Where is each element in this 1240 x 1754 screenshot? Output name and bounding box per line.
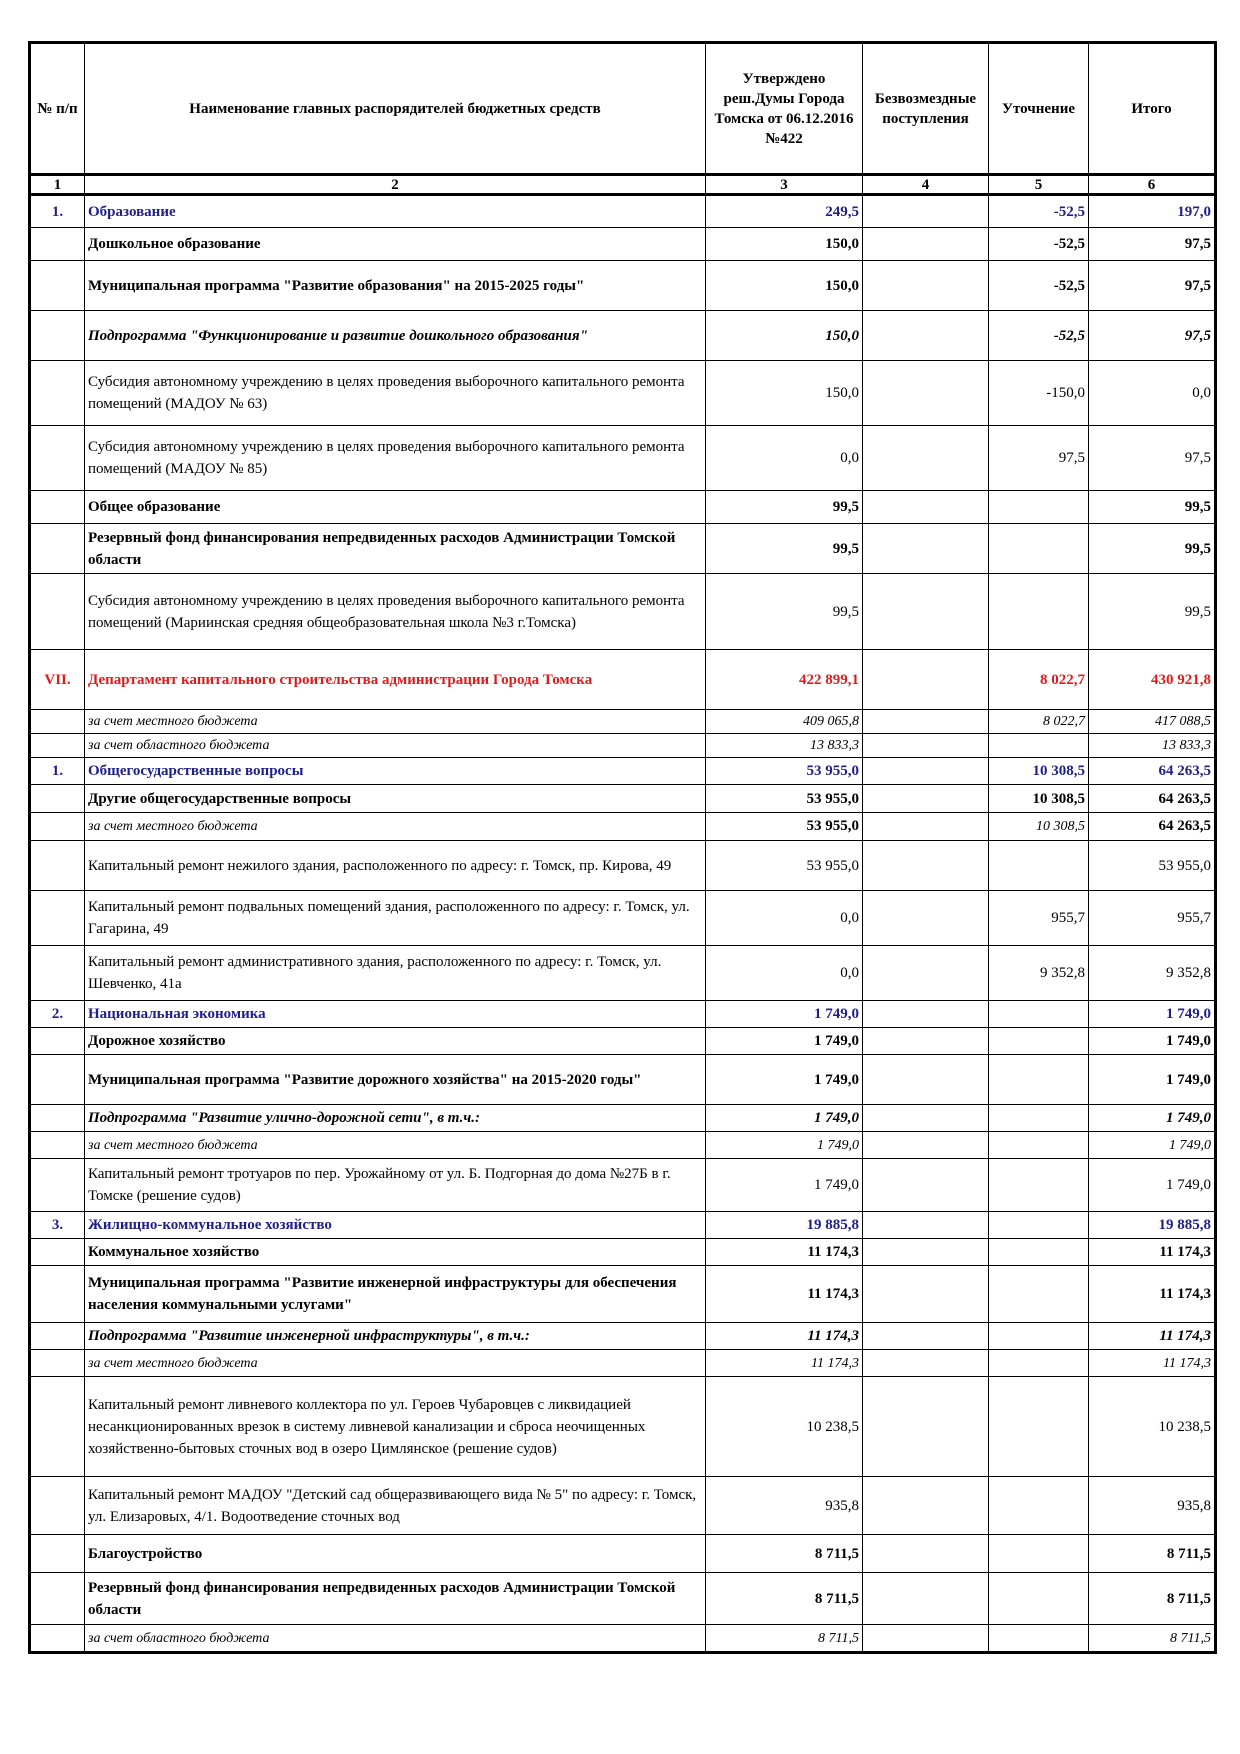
row-name-cell: за счет местного бюджета — [85, 813, 706, 841]
free-receipts-cell — [863, 1132, 989, 1159]
approved-amount-cell: 10 238,5 — [706, 1377, 863, 1477]
column-index: 4 — [863, 175, 989, 195]
approved-amount-cell: 11 174,3 — [706, 1323, 863, 1350]
total-amount-cell: 10 238,5 — [1089, 1377, 1216, 1477]
free-receipts-cell — [863, 1001, 989, 1028]
table-row — [30, 574, 1216, 650]
total-amount-cell: 11 174,3 — [1089, 1239, 1216, 1266]
total-amount-cell: 64 263,5 — [1089, 758, 1216, 785]
total-amount-cell: 955,7 — [1089, 891, 1216, 946]
approved-amount-cell: 8 711,5 — [706, 1573, 863, 1625]
clarification-cell: -150,0 — [989, 361, 1089, 426]
header-total: Итого — [1089, 43, 1216, 175]
free-receipts-cell — [863, 524, 989, 574]
total-amount-cell: 0,0 — [1089, 361, 1216, 426]
approved-amount-cell: 19 885,8 — [706, 1212, 863, 1239]
total-amount-cell: 8 711,5 — [1089, 1625, 1216, 1653]
free-receipts-cell — [863, 1055, 989, 1105]
total-amount-cell: 64 263,5 — [1089, 813, 1216, 841]
table-row — [30, 1132, 1216, 1159]
total-amount-cell: 97,5 — [1089, 261, 1216, 311]
clarification-cell: 955,7 — [989, 891, 1089, 946]
row-number-cell — [30, 361, 85, 426]
total-amount-cell: 1 749,0 — [1089, 1028, 1216, 1055]
row-name-cell: Общегосударственные вопросы — [85, 758, 706, 785]
row-number-cell — [30, 785, 85, 813]
total-amount-cell: 8 711,5 — [1089, 1535, 1216, 1573]
row-number-cell — [30, 1105, 85, 1132]
approved-amount-cell: 99,5 — [706, 491, 863, 524]
row-name-cell: Коммунальное хозяйство — [85, 1239, 706, 1266]
row-name-cell: Капитальный ремонт МАДОУ "Детский сад общеразвивающего вида № 5" по адресу: г. Томск, ул. Елизаровых, 4/1. Водоотведение сточных вод — [85, 1477, 706, 1535]
row-name-cell: Капитальный ремонт тротуаров по пер. Урожайному от ул. Б. Подгорная до дома №27Б в г. Томске (решение судов) — [85, 1159, 706, 1212]
row-name-cell: Капитальный ремонт административного здания, расположенного по адресу: г. Томск, ул. Шевченко, 41а — [85, 946, 706, 1001]
clarification-cell: 10 308,5 — [989, 813, 1089, 841]
table-row — [30, 1239, 1216, 1266]
approved-amount-cell: 11 174,3 — [706, 1266, 863, 1323]
column-index-row — [30, 175, 1216, 195]
approved-amount-cell: 249,5 — [706, 195, 863, 228]
clarification-cell — [989, 841, 1089, 891]
row-number-cell — [30, 1266, 85, 1323]
approved-amount-cell: 1 749,0 — [706, 1001, 863, 1028]
row-number-cell — [30, 1625, 85, 1653]
free-receipts-cell — [863, 1266, 989, 1323]
total-amount-cell: 935,8 — [1089, 1477, 1216, 1535]
free-receipts-cell — [863, 1159, 989, 1212]
total-amount-cell: 97,5 — [1089, 228, 1216, 261]
table-row — [30, 1266, 1216, 1323]
total-amount-cell: 417 088,5 — [1089, 710, 1216, 734]
total-amount-cell: 99,5 — [1089, 574, 1216, 650]
row-name-cell: Капитальный ремонт подвальных помещений здания, расположенного по адресу: г. Томск, ул. Гагарина, 49 — [85, 891, 706, 946]
header-number: № п/п — [30, 43, 85, 175]
table-row — [30, 426, 1216, 491]
row-name-cell: Жилищно-коммунальное хозяйство — [85, 1212, 706, 1239]
free-receipts-cell — [863, 1028, 989, 1055]
clarification-cell: -52,5 — [989, 311, 1089, 361]
table-row — [30, 1377, 1216, 1477]
row-number-cell — [30, 1028, 85, 1055]
row-number-cell — [30, 946, 85, 1001]
clarification-cell — [989, 1477, 1089, 1535]
row-number-cell — [30, 1350, 85, 1377]
approved-amount-cell: 11 174,3 — [706, 1239, 863, 1266]
row-name-cell: Подпрограмма "Развитие улично-дорожной сети", в т.ч.: — [85, 1105, 706, 1132]
approved-amount-cell: 99,5 — [706, 524, 863, 574]
clarification-cell — [989, 1323, 1089, 1350]
approved-amount-cell: 1 749,0 — [706, 1055, 863, 1105]
free-receipts-cell — [863, 1239, 989, 1266]
table-row — [30, 1212, 1216, 1239]
table-row — [30, 361, 1216, 426]
total-amount-cell: 64 263,5 — [1089, 785, 1216, 813]
clarification-cell: -52,5 — [989, 228, 1089, 261]
total-amount-cell: 1 749,0 — [1089, 1055, 1216, 1105]
free-receipts-cell — [863, 813, 989, 841]
clarification-cell: -52,5 — [989, 261, 1089, 311]
clarification-cell — [989, 524, 1089, 574]
row-number-cell — [30, 1055, 85, 1105]
clarification-cell — [989, 1132, 1089, 1159]
row-name-cell: за счет местного бюджета — [85, 710, 706, 734]
free-receipts-cell — [863, 1323, 989, 1350]
free-receipts-cell — [863, 1212, 989, 1239]
row-name-cell: Подпрограмма "Функционирование и развитие дошкольного образования" — [85, 311, 706, 361]
free-receipts-cell — [863, 228, 989, 261]
row-number-cell — [30, 261, 85, 311]
header-name: Наименование главных распорядителей бюджетных средств — [85, 43, 706, 175]
row-name-cell: Субсидия автономному учреждению в целях проведения выборочного капитального ремонта помещений (МАДОУ № 85) — [85, 426, 706, 491]
approved-amount-cell: 13 833,3 — [706, 734, 863, 758]
row-name-cell: Капитальный ремонт нежилого здания, расположенного по адресу: г. Томск, пр. Кирова, 49 — [85, 841, 706, 891]
column-index: 3 — [706, 175, 863, 195]
row-name-cell: Капитальный ремонт ливневого коллектора по ул. Героев Чубаровцев с ликвидацией несанкционированных врезок в систему ливневой канализации и сброса неочищенных хозяйственно-бытовых сточных вод в озеро Цимлянское (решение судов) — [85, 1377, 706, 1477]
header-approved: Утверждено реш.Думы Города Томска от 06.12.2016 №422 — [706, 43, 863, 175]
row-number-cell — [30, 734, 85, 758]
row-name-cell: Национальная экономика — [85, 1001, 706, 1028]
column-index: 1 — [30, 175, 85, 195]
free-receipts-cell — [863, 1350, 989, 1377]
approved-amount-cell: 53 955,0 — [706, 841, 863, 891]
approved-amount-cell: 1 749,0 — [706, 1105, 863, 1132]
row-number-cell — [30, 841, 85, 891]
clarification-cell: 9 352,8 — [989, 946, 1089, 1001]
total-amount-cell: 97,5 — [1089, 426, 1216, 491]
clarification-cell — [989, 1212, 1089, 1239]
total-amount-cell: 9 352,8 — [1089, 946, 1216, 1001]
total-amount-cell: 99,5 — [1089, 524, 1216, 574]
row-name-cell: за счет местного бюджета — [85, 1350, 706, 1377]
free-receipts-cell — [863, 261, 989, 311]
row-name-cell: Общее образование — [85, 491, 706, 524]
table-row — [30, 1105, 1216, 1132]
approved-amount-cell: 1 749,0 — [706, 1132, 863, 1159]
clarification-cell — [989, 1535, 1089, 1573]
total-amount-cell: 97,5 — [1089, 311, 1216, 361]
approved-amount-cell: 0,0 — [706, 426, 863, 491]
clarification-cell: 97,5 — [989, 426, 1089, 491]
free-receipts-cell — [863, 426, 989, 491]
row-name-cell: Муниципальная программа "Развитие образования" на 2015-2025 годы" — [85, 261, 706, 311]
table-row — [30, 650, 1216, 710]
free-receipts-cell — [863, 785, 989, 813]
row-number-cell — [30, 491, 85, 524]
row-number-cell: 1. — [30, 758, 85, 785]
row-name-cell: Резервный фонд финансирования непредвиденных расходов Администрации Томской области — [85, 524, 706, 574]
table-row — [30, 261, 1216, 311]
total-amount-cell: 11 174,3 — [1089, 1323, 1216, 1350]
total-amount-cell: 99,5 — [1089, 491, 1216, 524]
approved-amount-cell: 11 174,3 — [706, 1350, 863, 1377]
row-number-cell — [30, 311, 85, 361]
row-name-cell: за счет местного бюджета — [85, 1132, 706, 1159]
clarification-cell — [989, 1055, 1089, 1105]
row-name-cell: Резервный фонд финансирования непредвиденных расходов Администрации Томской области — [85, 1573, 706, 1625]
table-row — [30, 1625, 1216, 1653]
approved-amount-cell: 935,8 — [706, 1477, 863, 1535]
free-receipts-cell — [863, 891, 989, 946]
table-row — [30, 785, 1216, 813]
table-row — [30, 841, 1216, 891]
row-number-cell: 3. — [30, 1212, 85, 1239]
row-number-cell — [30, 891, 85, 946]
row-name-cell: Подпрограмма "Развитие инженерной инфраструктуры", в т.ч.: — [85, 1323, 706, 1350]
row-name-cell: Департамент капитального строительства администрации Города Томска — [85, 650, 706, 710]
clarification-cell — [989, 1266, 1089, 1323]
row-number-cell: 1. — [30, 195, 85, 228]
table-row — [30, 311, 1216, 361]
table-row — [30, 1001, 1216, 1028]
table-row — [30, 1055, 1216, 1105]
total-amount-cell: 11 174,3 — [1089, 1266, 1216, 1323]
table-row — [30, 1477, 1216, 1535]
clarification-cell — [989, 1239, 1089, 1266]
clarification-cell — [989, 1350, 1089, 1377]
approved-amount-cell: 8 711,5 — [706, 1535, 863, 1573]
clarification-cell — [989, 1159, 1089, 1212]
table-row — [30, 734, 1216, 758]
column-index: 6 — [1089, 175, 1216, 195]
row-name-cell: Муниципальная программа "Развитие дорожного хозяйства" на 2015-2020 годы" — [85, 1055, 706, 1105]
row-number-cell: VII. — [30, 650, 85, 710]
row-name-cell: Дошкольное образование — [85, 228, 706, 261]
row-name-cell: за счет областного бюджета — [85, 1625, 706, 1653]
total-amount-cell: 8 711,5 — [1089, 1573, 1216, 1625]
table-row — [30, 710, 1216, 734]
row-number-cell — [30, 1239, 85, 1266]
row-name-cell: Субсидия автономному учреждению в целях проведения выборочного капитального ремонта помещений (МАДОУ № 63) — [85, 361, 706, 426]
clarification-cell — [989, 1028, 1089, 1055]
row-number-cell — [30, 574, 85, 650]
free-receipts-cell — [863, 1105, 989, 1132]
row-name-cell: Благоустройство — [85, 1535, 706, 1573]
free-receipts-cell — [863, 1625, 989, 1653]
approved-amount-cell: 422 899,1 — [706, 650, 863, 710]
total-amount-cell: 11 174,3 — [1089, 1350, 1216, 1377]
row-name-cell: Субсидия автономному учреждению в целях проведения выборочного капитального ремонта помещений (Мариинская средняя общеобразовательная школа №3 г.Томска) — [85, 574, 706, 650]
approved-amount-cell: 150,0 — [706, 228, 863, 261]
free-receipts-cell — [863, 758, 989, 785]
table-row — [30, 1535, 1216, 1573]
table-row — [30, 1350, 1216, 1377]
free-receipts-cell — [863, 311, 989, 361]
row-number-cell — [30, 1477, 85, 1535]
row-name-cell: Образование — [85, 195, 706, 228]
table-row — [30, 1028, 1216, 1055]
row-name-cell: Дорожное хозяйство — [85, 1028, 706, 1055]
approved-amount-cell: 53 955,0 — [706, 785, 863, 813]
row-number-cell — [30, 524, 85, 574]
approved-amount-cell: 0,0 — [706, 946, 863, 1001]
approved-amount-cell: 1 749,0 — [706, 1028, 863, 1055]
approved-amount-cell: 99,5 — [706, 574, 863, 650]
approved-amount-cell: 0,0 — [706, 891, 863, 946]
table-row — [30, 228, 1216, 261]
row-number-cell — [30, 1535, 85, 1573]
total-amount-cell: 1 749,0 — [1089, 1132, 1216, 1159]
free-receipts-cell — [863, 1573, 989, 1625]
total-amount-cell: 197,0 — [1089, 195, 1216, 228]
column-index: 2 — [85, 175, 706, 195]
table-row — [30, 524, 1216, 574]
approved-amount-cell: 150,0 — [706, 261, 863, 311]
approved-amount-cell: 150,0 — [706, 361, 863, 426]
column-index: 5 — [989, 175, 1089, 195]
table-row — [30, 758, 1216, 785]
total-amount-cell: 1 749,0 — [1089, 1001, 1216, 1028]
row-number-cell — [30, 710, 85, 734]
clarification-cell: -52,5 — [989, 195, 1089, 228]
total-amount-cell: 1 749,0 — [1089, 1105, 1216, 1132]
row-number-cell — [30, 228, 85, 261]
free-receipts-cell — [863, 491, 989, 524]
free-receipts-cell — [863, 734, 989, 758]
row-name-cell: Другие общегосударственные вопросы — [85, 785, 706, 813]
total-amount-cell: 13 833,3 — [1089, 734, 1216, 758]
total-amount-cell: 53 955,0 — [1089, 841, 1216, 891]
approved-amount-cell: 8 711,5 — [706, 1625, 863, 1653]
table-row — [30, 1159, 1216, 1212]
table-row — [30, 891, 1216, 946]
approved-amount-cell: 150,0 — [706, 311, 863, 361]
total-amount-cell: 1 749,0 — [1089, 1159, 1216, 1212]
clarification-cell — [989, 734, 1089, 758]
free-receipts-cell — [863, 361, 989, 426]
table-row — [30, 813, 1216, 841]
free-receipts-cell — [863, 650, 989, 710]
row-number-cell — [30, 1377, 85, 1477]
row-number-cell — [30, 1159, 85, 1212]
approved-amount-cell: 53 955,0 — [706, 758, 863, 785]
header-clarification: Уточнение — [989, 43, 1089, 175]
approved-amount-cell: 53 955,0 — [706, 813, 863, 841]
table-body — [30, 195, 1216, 1653]
clarification-cell — [989, 1001, 1089, 1028]
clarification-cell — [989, 1377, 1089, 1477]
free-receipts-cell — [863, 195, 989, 228]
clarification-cell — [989, 491, 1089, 524]
clarification-cell — [989, 1105, 1089, 1132]
header-row — [30, 43, 1216, 175]
row-number-cell — [30, 1323, 85, 1350]
total-amount-cell: 430 921,8 — [1089, 650, 1216, 710]
clarification-cell — [989, 1625, 1089, 1653]
approved-amount-cell: 409 065,8 — [706, 710, 863, 734]
header-free-receipts: Безвозмездные поступления — [863, 43, 989, 175]
row-number-cell: 2. — [30, 1001, 85, 1028]
table-row — [30, 491, 1216, 524]
clarification-cell: 8 022,7 — [989, 650, 1089, 710]
row-number-cell — [30, 1573, 85, 1625]
free-receipts-cell — [863, 710, 989, 734]
row-number-cell — [30, 1132, 85, 1159]
approved-amount-cell: 1 749,0 — [706, 1159, 863, 1212]
table-row — [30, 946, 1216, 1001]
clarification-cell — [989, 1573, 1089, 1625]
free-receipts-cell — [863, 841, 989, 891]
row-name-cell: Муниципальная программа "Развитие инженерной инфраструктуры для обеспечения населения коммунальными услугами" — [85, 1266, 706, 1323]
clarification-cell: 10 308,5 — [989, 758, 1089, 785]
clarification-cell — [989, 574, 1089, 650]
row-number-cell — [30, 813, 85, 841]
free-receipts-cell — [863, 946, 989, 1001]
row-name-cell: за счет областного бюджета — [85, 734, 706, 758]
row-number-cell — [30, 426, 85, 491]
clarification-cell: 8 022,7 — [989, 710, 1089, 734]
free-receipts-cell — [863, 574, 989, 650]
free-receipts-cell — [863, 1377, 989, 1477]
table-row — [30, 1573, 1216, 1625]
table-row — [30, 1323, 1216, 1350]
free-receipts-cell — [863, 1535, 989, 1573]
clarification-cell: 10 308,5 — [989, 785, 1089, 813]
total-amount-cell: 19 885,8 — [1089, 1212, 1216, 1239]
budget-table — [28, 41, 1217, 1654]
table-row — [30, 195, 1216, 228]
free-receipts-cell — [863, 1477, 989, 1535]
